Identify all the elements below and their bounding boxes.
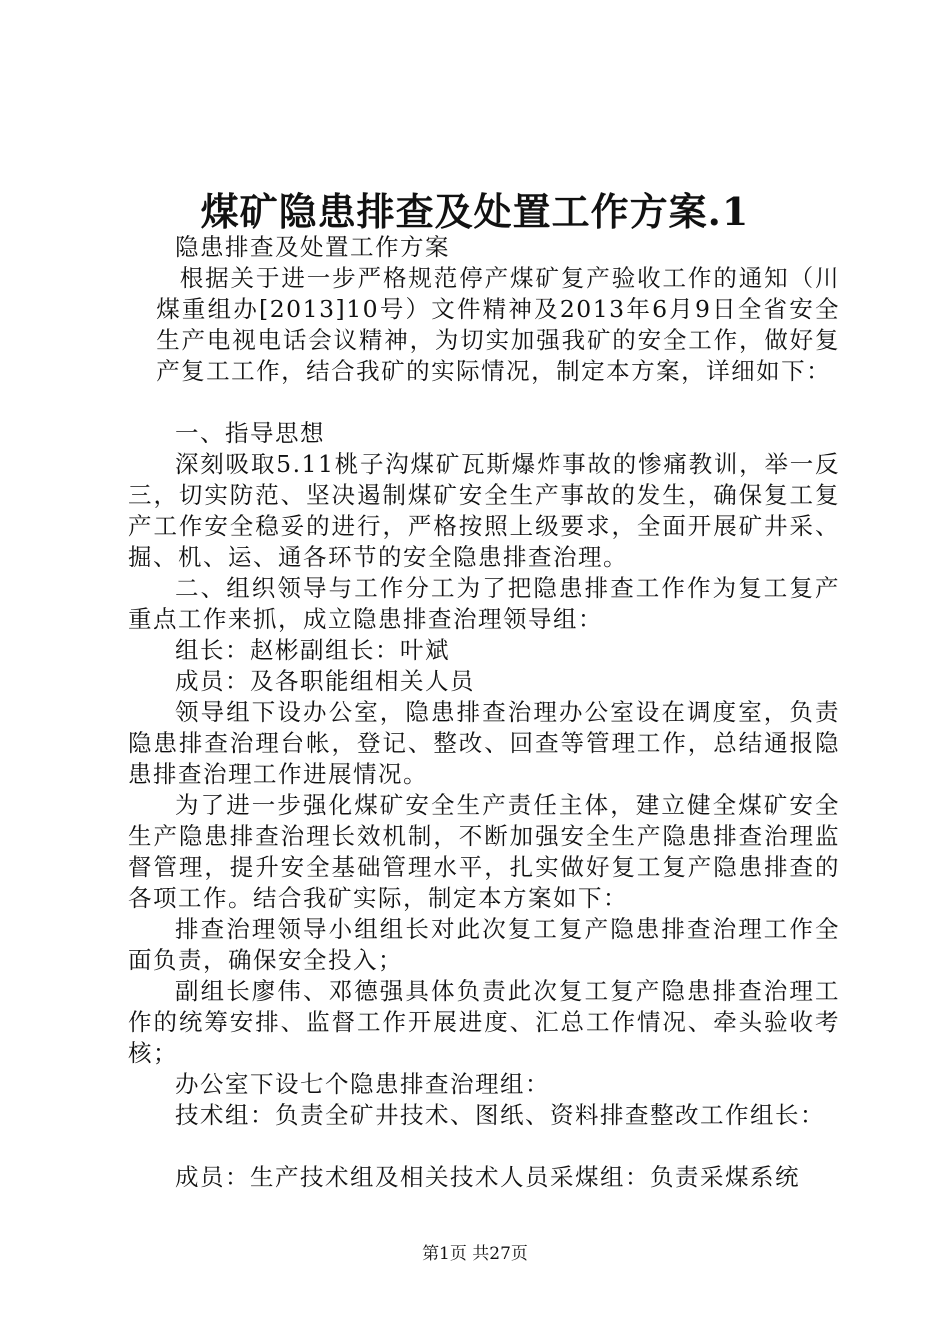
paragraph-members-mining: 成员：生产技术组及相关技术人员采煤组：负责采煤系统 — [175, 1163, 800, 1191]
blank-line — [128, 1131, 840, 1162]
subtitle: 隐患排查及处置工作方案 — [175, 233, 450, 261]
blank-line — [128, 387, 840, 418]
paragraph-tech-group: 技术组：负责全矿井技术、图纸、资料排查整改工作组长： — [175, 1101, 825, 1129]
paragraph-leader-duty: 排查治理领导小组组长对此次复工复产隐患排查治理工作全面负责，确保安全投入； — [128, 915, 840, 974]
paragraph-guiding: 深刻吸取5.11桃子沟煤矿瓦斯爆炸事故的惨痛教训，举一反三，切实防范、坚决遏制煤矿安全生产事故的发生，确保复工复产工作安全稳妥的进行，严格按照上级要求，全面开展矿井采、掘、机、运、通各环节的安全隐患排查治理。 — [128, 450, 840, 571]
paragraph-leaders: 组长：赵彬副组长：叶斌 — [175, 636, 450, 664]
page-number: 第1页 共27页 — [422, 1244, 528, 1264]
paragraph-purpose: 为了进一步强化煤矿安全生产责任主体，建立健全煤矿安全生产隐患排查治理长效机制，不断加强安全生产隐患排查治理监督管理，提升安全基础管理水平，扎实做好复工复产隐患排查的各项工作。结合我矿实际，制定本方案如下： — [128, 791, 840, 912]
section-heading-organization: 二、组织领导与工作分工为了把隐患排查工作作为复工复产重点工作来抓，成立隐患排查治理领导组： — [128, 574, 840, 633]
paragraph-intro: 根据关于进一步严格规范停产煤矿复产验收工作的通知（川煤重组办[2013]10号）文件精神及2013年6月9日全省安全生产电视电话会议精神，为切实加强我矿的安全工作，做好复产复工工作，结合我矿的实际情况，制定本方案，详细如下： — [156, 264, 840, 385]
paragraph-members: 成员：及各职能组相关人员 — [175, 667, 475, 695]
paragraph-groups: 办公室下设七个隐患排查治理组： — [175, 1070, 550, 1098]
paragraph-office: 领导组下设办公室，隐患排查治理办公室设在调度室，负责隐患排查治理台帐，登记、整改、回查等管理工作，总结通报隐患排查治理工作进展情况。 — [128, 698, 840, 788]
document-body — [128, 232, 840, 1193]
document-title: 煤矿隐患排查及处置工作方案.1 — [200, 189, 750, 234]
section-heading-guiding: 一、指导思想 — [175, 419, 325, 447]
paragraph-deputy-duty: 副组长廖伟、邓德强具体负责此次复工复产隐患排查治理工作的统筹安排、监督工作开展进度、汇总工作情况、牵头验收考核； — [128, 977, 840, 1067]
